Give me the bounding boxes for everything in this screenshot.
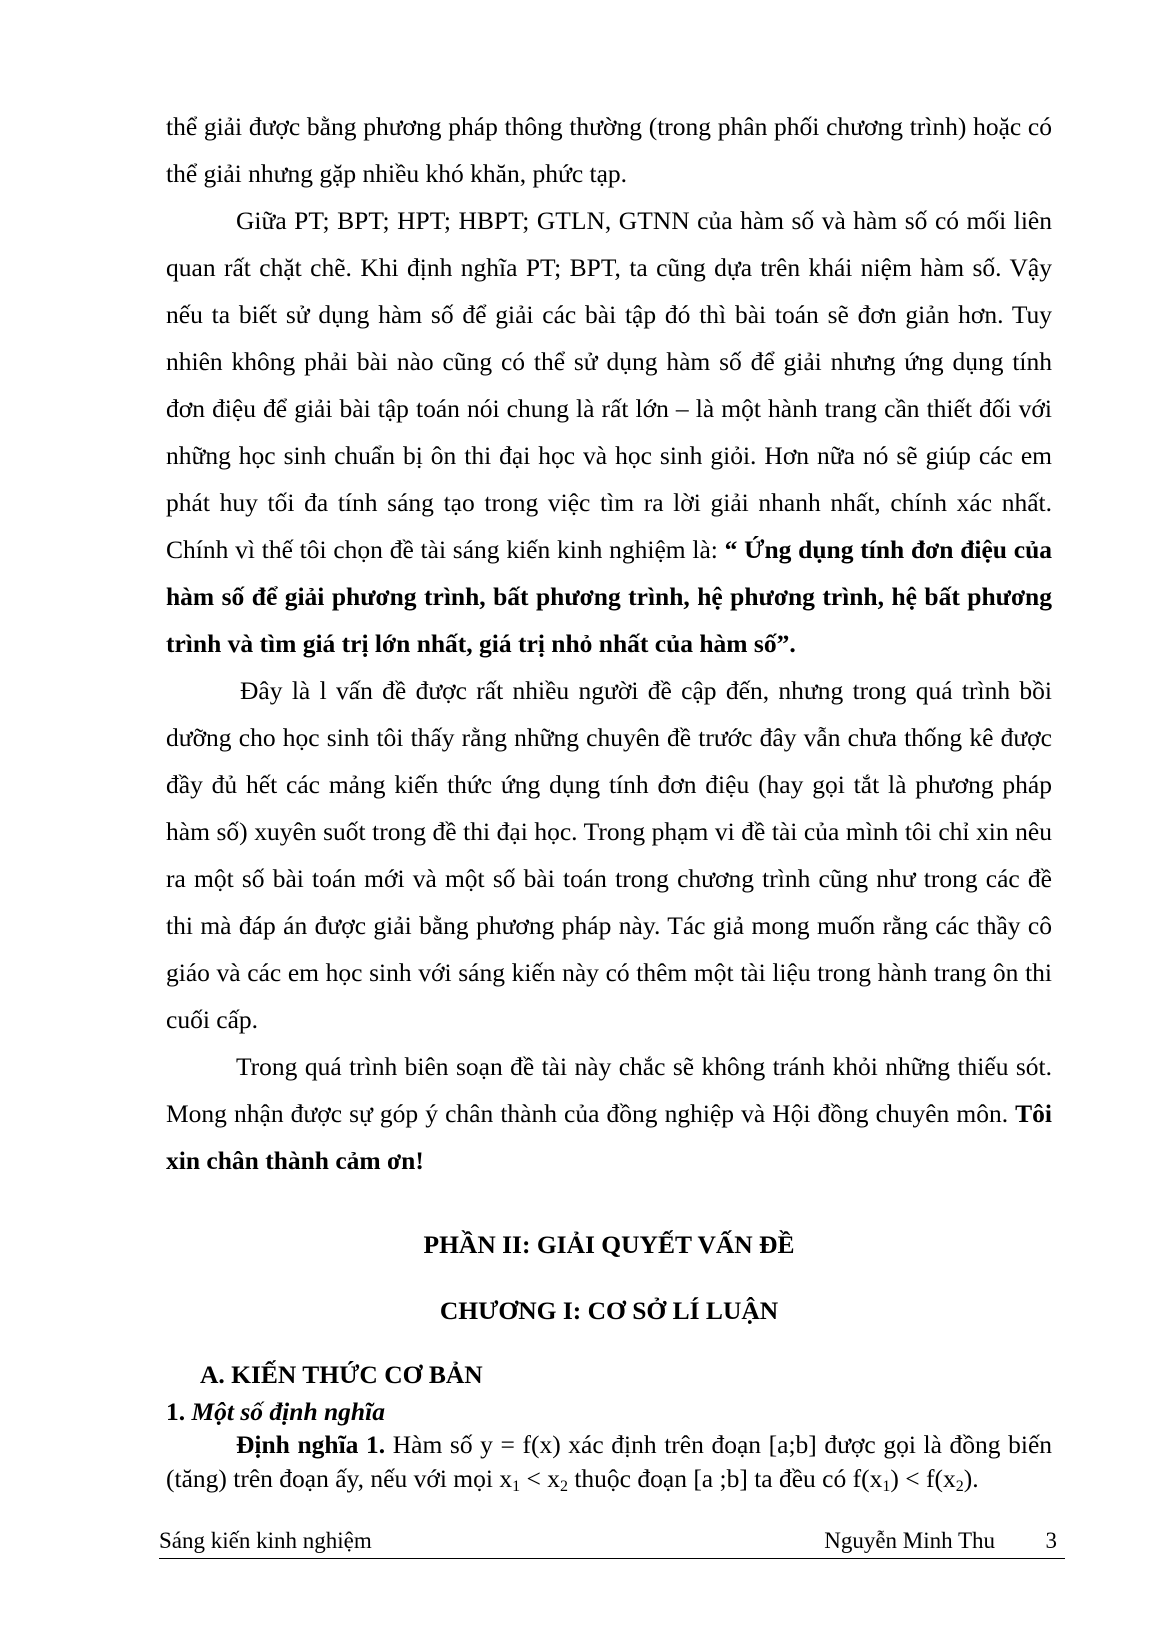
definition-1 [166, 1428, 1052, 1496]
subscript-2: 2 [559, 1478, 568, 1495]
paragraph-4 [166, 1043, 1052, 1184]
subscript-3: 1 [882, 1478, 891, 1495]
definition-text-2: < x [520, 1464, 560, 1493]
subscript-1: 1 [512, 1478, 521, 1495]
subsection-title: Một số định nghĩa [191, 1397, 385, 1426]
paragraph-1: thể giải được bằng phương pháp thông thường (trong phân phối chương trình) hoặc có thể giải nhưng gặp nhiều khó khăn, phức tạp. [166, 112, 1052, 188]
definition-text-3: thuộc đoạn [a ;b] ta đều có f(x [567, 1464, 883, 1493]
section-a-heading: A. KIẾN THỨC CƠ BẢN [200, 1360, 483, 1389]
definition-lead: Định nghĩa 1. [236, 1430, 386, 1459]
subsection-heading [166, 1397, 385, 1427]
definition-paragraph [166, 1428, 1052, 1496]
topic-title: “ Ứng dụng tính đơn điệu của hàm số để giải phương trình, bất phương trình, hệ phương trình, hệ bất phương trình và tìm giá trị lớn nhất, giá trị nhỏ nhất của hàm số”. [166, 535, 1053, 658]
subscript-4: 2 [955, 1478, 964, 1495]
definition-text-1: Hàm số y = f(x) xác định trên đoạn [a;b] được gọi là đồng biến (tăng) trên đoạn ấy, nếu với mọi x [166, 1430, 1053, 1493]
chapter-heading: CHƯƠNG I: CƠ SỞ LÍ LUẬN [439, 1296, 779, 1325]
paragraph-2-text: Giữa PT; BPT; HPT; HBPT; GTLN, GTNN của hàm số và hàm số có mối liên quan rất chặt chẽ. Khi định nghĩa PT; BPT, ta cũng dựa trên khái niệm hàm số. Vậy nếu ta biết sử dụng hàm số để giải các bài tập đó thì bài toán sẽ đơn giản hơn. Tuy nhiên không phải bài nào cũng có thể sử dụng hàm số để giải nhưng ứng dụng tính đơn điệu để giải bài tập toán nói chung là rất lớn – là một hành trang cần thiết đối với những học sinh chuẩn bị ôn thi đại học và học sinh giỏi. Hơn nữa nó sẽ giúp các em phát huy tối đa tính sáng tạo trong việc tìm ra lời giải nhanh nhất, chính xác nhất. Chính vì thế tôi chọn đề tài sáng kiến kinh nghiệm là: [166, 206, 1052, 564]
paragraph-4-text: Trong quá trình biên soạn đề tài này chắc sẽ không tránh khỏi những thiếu sót. Mong nhận được sự góp ý chân thành của đồng nghiệp và Hội đồng chuyên môn. [166, 1052, 1052, 1128]
footer-rule [159, 1558, 1065, 1559]
thanks-text: Tôi xin chân thành cảm ơn! [166, 1099, 1052, 1175]
paragraph-3: Đây là l vấn đề được rất nhiều người đề cập đến, nhưng trong quá trình bồi dưỡng cho học sinh tôi thấy rằng những chuyên đề trước đây vẫn chưa thống kê được đầy đủ hết các mảng kiến thức ứng dụng tính đơn điệu (hay gọi tắt là phương pháp hàm số) xuyên suốt trong đề thi đại học. Trong phạm vi đề tài của mình tôi chỉ xin nêu ra một số bài toán mới và một số bài toán trong chương trình cũng như trong các đề thi mà đáp án được giải bằng phương pháp này. Tác giả mong muốn rằng các thầy cô giáo và các em học sinh với sáng kiến này có thêm một tài liệu trong hành trang ôn thi cuối cấp. [166, 676, 1052, 1034]
paragraph-2 [166, 197, 1052, 667]
part-heading: PHẦN II: GIẢI QUYẾT VẤN ĐỀ [423, 1230, 795, 1259]
page-number: 3 [1045, 1528, 1057, 1553]
subsection-number: 1. [166, 1397, 192, 1426]
footer-left-text: Sáng kiến kinh nghiệm [159, 1528, 372, 1553]
footer-author: Nguyễn Minh Thu [824, 1528, 995, 1553]
definition-text-5: ). [963, 1464, 979, 1493]
definition-text-4: ) < f(x [890, 1464, 956, 1493]
body-text [166, 103, 1052, 1184]
